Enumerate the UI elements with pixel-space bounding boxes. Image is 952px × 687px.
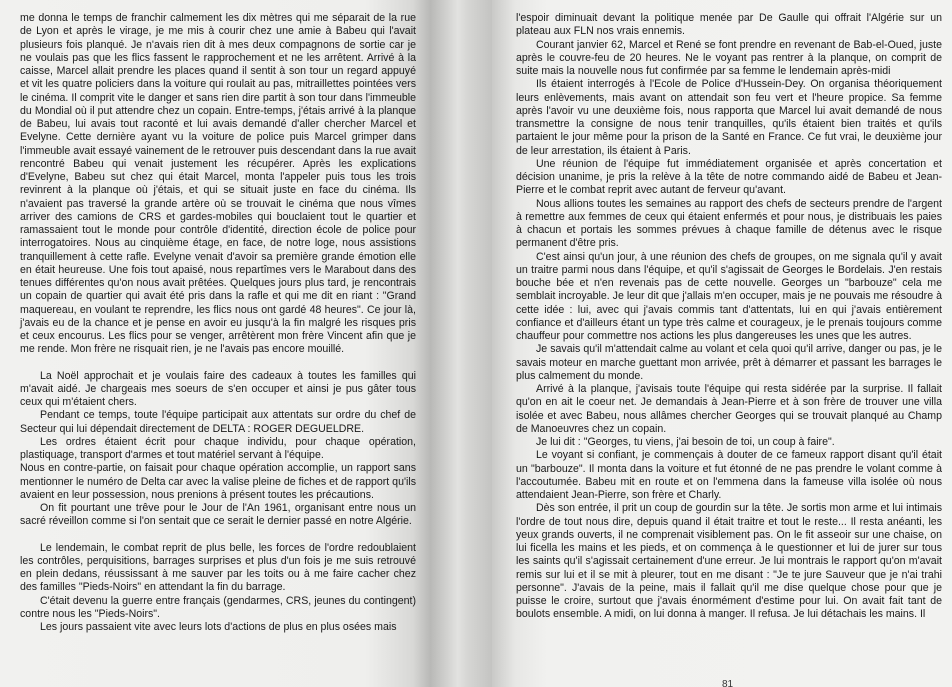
paragraph: Les ordres étaient écrit pour chaque individu, pour chaque opération, plastiquage, transport d'armes et tout matériel servant à l'équipe. [20,435,416,461]
paragraph: me donna le temps de franchir calmement les dix mètres qui me séparait de la rue de Lyon et après le virage, je me mis à courir chez une amie à Babeu qui l'avait plusieurs fois planqué. Je n'avais rien dit à mes deux compagnons de sortie car je ne voulais pas que les flics fassent le rapprochement et ne les arrêtent. Arrivé à la caisse, Marcel allait prendre les places quand il sentit à son tour un regard appuyé et vit les quatre policiers dans la voiture qui roulait au pas, mitraillettes pointées vers le cinéma. Il comprit vite le danger et sans rien dire partit à son tour dans l'immeuble du Mondial où il put attendre chez un copain. Entre-temps, j'étais arrivé à la planque de Babeu, lui avais tout raconté et lui avais demandé d'aller chercher Marcel et Evelyne. Cette dernière ayant vu la voiture de police puis Marcel grimper dans l'immeuble avait essayé vainement de le retrouver puis descendant dans la rue avait rencontré Babeu qui venait justement les récupérer. Après les explications d'Evelyne, Babeu sut chez qui était Marcel, monta l'appeler puis tous les trois revinrent à la planque où j'étais, et qui se situait juste en face du cinéma. Ils n'avaient pas traversé la grande artère où se trouvait le cinéma que nous vîmes arriver des camions de CRS et gardes-mobiles qui bouclaient tout le quartier et ramassaient tout le monde pour contrôle d'identité, direction école de police pour interrogatoires. Nous au cinquième étage, en face, de notre loge, nous assistions tranquillement à cette rafle. Evelyne venait d'avoir sa première grande émotion elle en était heureuse. Une fois tout apaisé, nous repartîmes vers le Marabout dans des tenues différentes qu'on nous avait prêtées. Quelques jours plus tard, je rencontrais un copain de quartier qui avait été pris dans la rafle et qui me dit en riant : "Grand maquereau, en voulant te reprendre, les flics nous ont gardé 48 heures". Ce jour là, j'avais eu de la chance et je pense en avoir eu jusqu'à la fin malgré les risques pris et ceux encourus. Les flics pour se venger, arrêtèrent mon frère Vincent afin que je me rende. Mon frère ne risquait rien, je ne l'avais pas encore mouillé. [20,12,416,356]
page-number: 81 [722,678,734,687]
paragraph: C'était devenu la guerre entre français (gendarmes, CRS, jeunes du contingent) contre nous les "Pieds-Noirs". [20,594,416,620]
paragraph: Les jours passaient vite avec leurs lots d'actions de plus en plus osées mais [40,621,397,633]
right-page [492,0,952,687]
paragraph: Je lui dit : "Georges, tu viens, j'ai besoin de toi, un coup à faire". [536,436,835,448]
paragraph: Une réunion de l'équipe fut immédiatement organisée et après concertation et décision unanime, je pris la relève à la tête de notre commando aidé de Babeu et Jean-Pierre et le combat reprit avec autant de ferveur qu'avant. [516,157,942,197]
paragraph: Je savais qu'il m'attendait calme au volant et cela quoi qu'il arrive, danger ou pas, je le savais moteur en marche guettant mon arrivée, prêt à démarrer et passant les barrages le plus calmement du monde. [516,343,942,382]
paragraph: La Noël approchait et je voulais faire des cadeaux à toutes les familles qui m'avait aidé. Je chargeais mes soeurs de s'en occuper et ainsi je pus gâter tous ceux qui m'étaient chers. [20,369,416,408]
paragraph: Le voyant si confiant, je commençais à douter de ce fameux rapport disant qu'il était un "barbouze". Il monta dans la voiture et fut étonné de ne pas prendre le volant comme à l'accoutumée. Babeu mit en route et on l'emmena dans la fameuse villa isolée où nous attendaient Jean-Pierre, son frère et Charly. [516,449,942,501]
paragraph: Dès son entrée, il prit un coup de gourdin sur la tête. Je sortis mon arme et lui intimais l'ordre de tout nous dire, depuis quand il était traitre et tout le reste... Il resta anéanti, les yeux grands ouverts, il ne comprenait visiblement pas. On le fit asseoir sur une chaise, on lui ficella les mains et les pieds, et on commença à le questionner et lui de jurer sur tous les saints qu'il s'agissait certainement d'une erreur. Je lui montrais le rapport qu'on m'avait remis sur lui et il se mit à pleurer, tout en me disant : "Je te jure Sauveur que je n'ai trahi personne". J'avais de la peine, mais il fallait qu'il me dise quelque chose pour que je puisse le croire, surtout que j'avais énormément d'estime pour lui. On avait fait tant de boulots ensemble. A midi, on lui donna à manger. Il refusa. Je lui détachais les mains. Il [516,502,942,621]
paragraph: l'espoir diminuait devant la politique menée par De Gaulle qui offrait l'Algérie sur un plateau aux FLN nos vrais ennemis. [516,12,942,38]
paragraph: Nous en contre-partie, on faisait pour chaque opération accomplie, un rapport sans mentionner le numéro de Delta car avec la valise pleine de fiches et de rapport qu'ils avaient en leur possession, nous prenions à présent toutes les précautions. [20,462,416,501]
left-page [0,0,430,687]
left-page-text [20,12,416,634]
paragraph: On fit pourtant une trêve pour le Jour de l'An 1961, organisant entre nous un sacré réveillon comme si l'on sentait que ce serait le dernier passé en notre Algérie. [20,502,416,528]
right-page-text [516,12,942,622]
paragraph: Nous allions toutes les semaines au rapport des chefs de secteurs prendre de l'argent à remettre aux femmes de ceux qui étaient enfermés et pour nous, je distribuais les paies à chacun et portais les sommes prévues à chaque famille de détenus avec le risque permanent d'être pris. [516,197,942,250]
paragraph: Ils étaient interrogés à l'Ecole de Police d'Hussein-Dey. On organisa théoriquement leurs enlèvements, mais avant on attendait son feu vert et l'heure propice. Sa femme après l'avoir vu une deuxième fois, nous rapporta que Marcel lui avait demandé de nous transmettre la consigne de nous tenir tranquilles, qu'ils étaient bien traités et qu'ils partaient le jour même pour la prison de la Santé en France. Ce fut vrai, le deuxième jour de leur arrestation, ils étaient à Paris. [516,78,942,157]
paragraph: Le lendemain, le combat reprit de plus belle, les forces de l'ordre redoublaient les contrôles, perquisitions, barrages surprises et plus d'un fois je me suis retrouvé en plein dedans, réussissant à me sauver par les toits ou à me faire cacher chez des familles "Pieds-Noirs" en attendant la fin du barrage. [20,541,416,594]
paragraph: Pendant ce temps, toute l'équipe participait aux attentats sur ordre du chef de Secteur qui lui dépendait directement de DELTA : ROGER DEGUELDRE. [20,409,416,435]
book-gutter [430,0,492,687]
paragraph: Arrivé à la planque, j'avisais toute l'équipe qui resta sidérée par la surprise. Il fallait qu'on en ait le coeur net. Je demandais à Jean-Pierre et à son frère de trouver une villa isolée et avec Babeu, nous allâmes chercher Georges qui se trouvait planqué au Champ de Manoeuvres chez un copain. [516,383,942,435]
paragraph: C'est ainsi qu'un jour, à une réunion des chefs de groupes, on me signala qu'il y avait un traitre parmi nous dans l'équipe, et qu'il s'agissait de Georges le Bordelais. J'en restais bouche bée et n'en revenais pas de cette nouvelle. Georges un "barbouze" cela me semblait incroyable. Je leur dit que j'allais m'en occuper, mais je ne pouvais me résoudre à cette idée : lui, avec qui j'avais commis tant d'attentats, lui en qui j'avais entièrement confiance et d'ailleurs étant un type très calme et courageux, je le prenais toujours comme chauffeur pour commettre nos actions les plus dangereuses les unes que les autres. [516,250,942,342]
paragraph: Courant janvier 62, Marcel et René se font prendre en revenant de Bab-el-Oued, juste après le couvre-feu de 20 heures. Ne le voyant pas rentrer à la planque, on comprit de suite mais la nouvelle nous fut confirmée par sa femme le lendemain après-midi [516,38,942,77]
